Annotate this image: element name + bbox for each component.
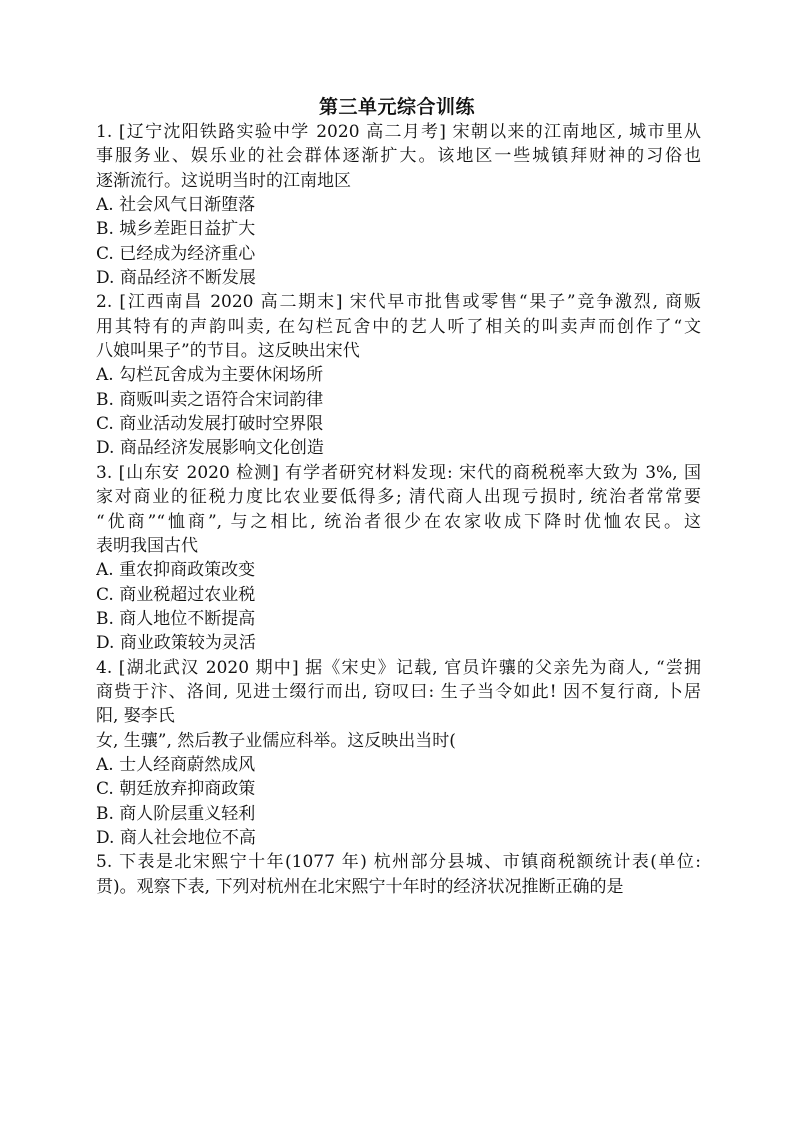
question-stem-line: 阳, 娶李氏 [96, 706, 175, 727]
answer-option: D. 商业政策较为灵活 [96, 633, 256, 654]
answer-option: C. 已经成为经济重心 [96, 243, 256, 264]
question-5 [96, 850, 701, 899]
answer-option: A. 勾栏瓦舍成为主要休闲场所 [96, 365, 324, 386]
answer-option: A. 重农抑商政策改变 [96, 560, 256, 581]
answer-option: A. 士人经商蔚然成风 [96, 754, 256, 775]
answer-option: B. 城乡差距日益扩大 [96, 219, 256, 240]
question-stem-line: 3. [山东安 2020 检测] 有学者研究材料发现: 宋代的商税税率大致为 3%, 国 [96, 462, 701, 483]
question-stem-line: 家对商业的征税力度比农业要低得多; 清代商人出现亏损时, 统治者常常要 [96, 487, 701, 508]
question-stem-line: 2. [江西南昌 2020 高二期末] 宋代早市批售或零售“果子”竞争激烈, 商贩 [96, 292, 701, 313]
question-2 [96, 290, 701, 460]
question-stem-line: 商赀于汴、洛间, 见进士缀行而出, 窃叹曰: 生子当令如此! 因不复行商, 卜居 [96, 681, 701, 702]
question-stem-line: 八娘叫果子”的节目。这反映出宋代 [96, 341, 360, 362]
answer-option: D. 商品经济发展影响文化创造 [96, 438, 324, 459]
question-3 [96, 461, 701, 656]
document-body [96, 120, 701, 899]
question-stem-line: 女, 生骧”, 然后教子业儒应科举。这反映出当时( [96, 730, 456, 751]
question-stem-line: 5. 下表是北宋熙宁十年(1077 年) 杭州部分县城、市镇商税额统计表(单位: [96, 852, 701, 873]
answer-option: C. 朝廷放弃抑商政策 [96, 779, 256, 800]
answer-option: C. 商业税超过农业税 [96, 584, 256, 605]
question-stem-line: 逐渐流行。这说明当时的江南地区 [96, 170, 351, 191]
question-stem-line: “优商”“恤商”, 与之相比, 统治者很少在农家收成下降时优恤农民。这 [96, 511, 701, 532]
question-stem-line: 表明我国古代 [96, 535, 198, 556]
question-stem-line: 4. [湖北武汉 2020 期中] 据《宋史》记载, 官员许骧的父亲先为商人, “尝拥 [96, 657, 701, 678]
question-stem-line: 用其特有的声韵叫卖, 在勾栏瓦舍中的艺人听了相关的叫卖声而创作了“文 [96, 316, 701, 337]
question-stem-line: 贯)。观察下表, 下列对杭州在北宋熙宁十年时的经济状况推断正确的是 [96, 876, 624, 897]
answer-option: B. 商贩叫卖之语符合宋词韵律 [96, 389, 324, 410]
answer-option: B. 商人地位不断提高 [96, 608, 256, 629]
question-4 [96, 656, 701, 851]
answer-option: A. 社会风气日渐堕落 [96, 195, 256, 216]
answer-option: B. 商人阶层重义轻利 [96, 803, 256, 824]
page-title: 第三单元综合训练 [318, 96, 475, 118]
answer-option: D. 商品经济不断发展 [96, 268, 256, 289]
question-stem-line: 事服务业、娱乐业的社会群体逐渐扩大。该地区一些城镇拜财神的习俗也 [96, 146, 701, 167]
question-1 [96, 120, 701, 290]
answer-option: D. 商人社会地位不高 [96, 827, 256, 848]
question-stem-line: 1. [辽宁沈阳铁路实验中学 2020 高二月考] 宋朝以来的江南地区, 城市里从 [96, 122, 701, 142]
answer-option: C. 商业活动发展打破时空界限 [96, 414, 324, 435]
